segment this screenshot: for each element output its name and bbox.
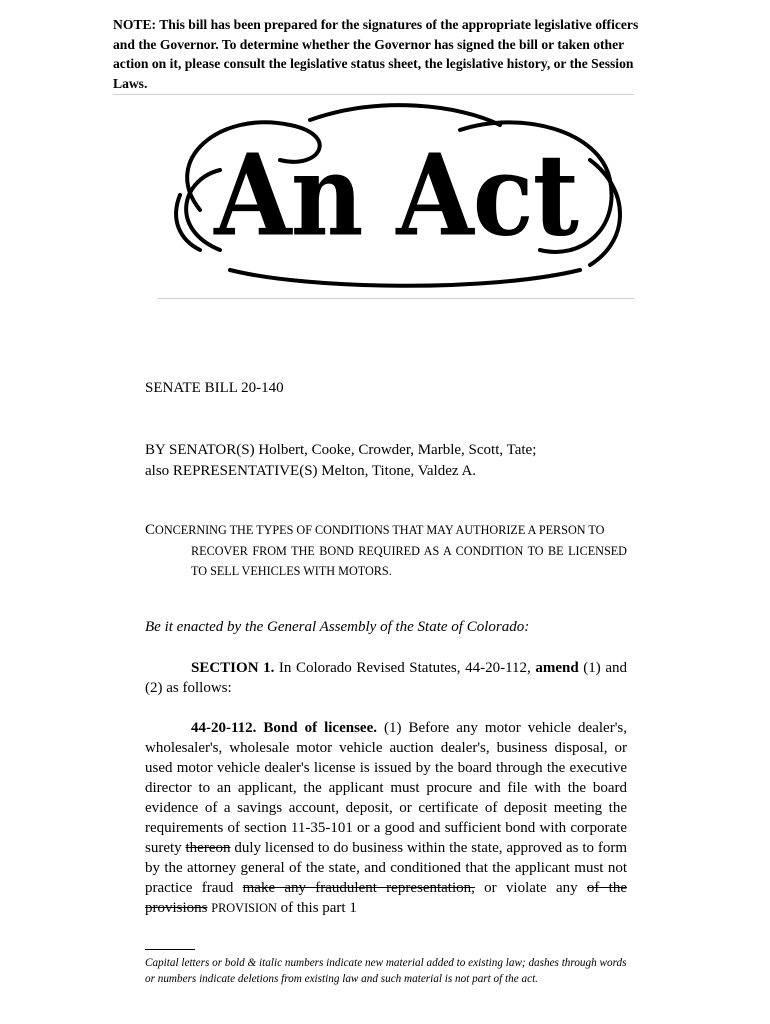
bill-number: SENATE BILL 20-140 [145,380,284,396]
bill-title-continuation: RECOVER FROM THE BOND REQUIRED AS A CONDITION TO BE LICENSED TO SELL VEHICLES WITH MOTORS. [191,543,627,578]
section-text-end: (1) and (2) as follows: [145,660,627,696]
amend-keyword: amend [535,660,579,676]
enacting-clause: Be it enacted by the General Assembly of the State of Colorado: [145,619,530,635]
top-divider [113,94,634,95]
senate-sponsors: BY SENATOR(S) Holbert, Cooke, Crowder, Marble, Scott, Tate; [145,442,537,458]
bill-title-initial: C [145,522,156,538]
section-text: In Colorado Revised Statutes, 44-20-112, [274,660,536,676]
logo-divider [158,298,634,299]
statute-text: 44-20-112. Bond of licensee. (1) Before any motor vehicle dealer's, wholesaler's, wholesale motor vehicle auction dealer's, business disposal, or used motor vehicle dealer's license is issued by the board through the executive director to an applicant, the applicant must procure and file with the board evidence of a savings account, deposit, or certificate of deposit meeting the requirements of section 11-35-101 or a good and sufficient bond with corporate surety thereon duly licensed to do business within the state, approved as to form by the attorney general of the state, and conditioned that the applicant must not practice fraud make any fraudulent representation, or violate any of the provisions PROVISION of this part 1 [145,720,627,916]
section-heading: SECTION 1. [191,660,275,676]
section-1 [145,658,627,698]
logo-text: An Act [214,129,578,262]
added-text: PROVISION [211,901,277,915]
deleted-text: make any fraudulent representation, [242,880,475,896]
footnote-divider [145,949,195,950]
bill-title [145,520,627,582]
house-sponsors: also REPRESENTATIVE(S) Melton, Titone, Valdez A. [145,463,477,479]
bill-title-line-text: ONCERNING THE TYPES OF CONDITIONS THAT MAY AUTHORIZE A PERSON TO [155,523,605,537]
note-text: NOTE: This bill has been prepared for the signatures of the appropriate legislative officers and the Governor. To determine whether the Governor has signed the bill or taken other action on it, please consult the legislative status sheet, the legislative history, or the Session Laws. [113,17,639,91]
an-act-logo [160,100,632,292]
bill-title-first-line [145,520,627,541]
deleted-text: thereon [185,840,231,856]
footnote: Capital letters or bold & italic numbers indicate new material added to existing law; dashes through words or numbers indicate deletions from existing law and such material is not part of the act. [145,957,627,985]
deleted-text: of the provisions [145,880,627,916]
statute-heading: 44-20-112. Bond of licensee. [191,720,377,736]
sponsors [145,440,536,482]
